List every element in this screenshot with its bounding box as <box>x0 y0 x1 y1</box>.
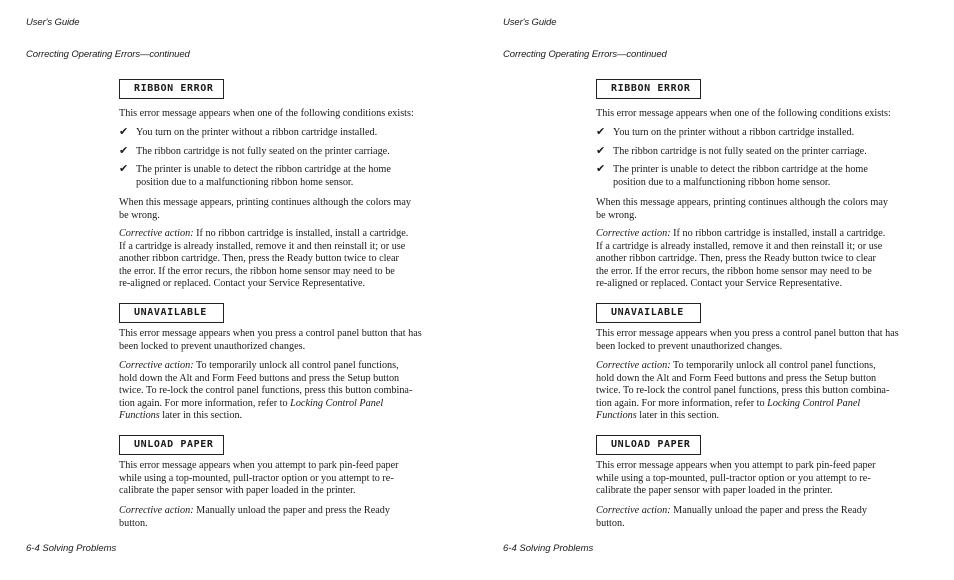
check-icon: ✔ <box>119 144 129 157</box>
section-header: Correcting Operating Errors—continued <box>503 49 667 60</box>
ribbon-intro: This error message appears when one of the following conditions exists: <box>596 108 891 119</box>
unavailable-intro: This error message appears when you press a control panel button that has been locked to prevent unauthorized changes. <box>119 328 422 352</box>
ribbon-corrective-action: Corrective action: If no ribbon cartridge is installed, install a cartridge. If a cartridge is already installed, remove it and then reinstall it; or use another ribbon cartridge. Then, press the Ready button twice to clear the error. If the error recurs, the ribbon home sensor may need to be re-aligned or replaced. Contact your Service Representative. <box>119 228 409 289</box>
running-header: User's Guide <box>503 17 557 28</box>
unload-intro: This error message appears when you attempt to park pin-feed paper while using a top-mounted, pull-tractor option or you attempt to re- calibrate the paper sensor with paper loaded in the printer. <box>596 460 876 496</box>
section-header: Correcting Operating Errors—continued <box>26 49 190 60</box>
ribbon-error-title: RIBBON ERROR <box>119 79 224 99</box>
ribbon-error-title: RIBBON ERROR <box>596 79 701 99</box>
check-icon: ✔ <box>596 125 606 138</box>
unavailable-corrective-action: Corrective action: To temporarily unlock all control panel functions, hold down the Alt and Form Feed buttons and press the Setup button twice. To re-lock the control panel functions, press this button combina- tion again. For more information, refer to Locking Control Panel Functions later in this section. <box>596 360 890 421</box>
page-footer: 6-4 Solving Problems <box>26 543 117 554</box>
check-icon: ✔ <box>596 162 606 175</box>
list-item: ✔ The ribbon cartridge is not fully seated on the printer carriage. <box>119 144 390 157</box>
unload-corrective-action: Corrective action: Manually unload the paper and press the Ready button. <box>119 505 390 529</box>
ribbon-note: When this message appears, printing continues although the colors may be wrong. <box>119 197 411 221</box>
list-item: ✔ The ribbon cartridge is not fully seated on the printer carriage. <box>596 144 867 157</box>
list-item: ✔ You turn on the printer without a ribbon cartridge installed. <box>119 125 378 138</box>
unload-paper-title: UNLOAD PAPER <box>119 435 224 455</box>
ribbon-intro: This error message appears when one of the following conditions exists: <box>119 108 414 119</box>
list-item: ✔ You turn on the printer without a ribbon cartridge installed. <box>596 125 855 138</box>
unload-paper-title: UNLOAD PAPER <box>596 435 701 455</box>
unavailable-title: UNAVAILABLE <box>596 303 701 323</box>
ribbon-corrective-action: Corrective action: If no ribbon cartridge is installed, install a cartridge. If a cartridge is already installed, remove it and then reinstall it; or use another ribbon cartridge. Then, press the Ready button twice to clear the error. If the error recurs, the ribbon home sensor may need to be re-aligned or replaced. Contact your Service Representative. <box>596 228 886 289</box>
page-footer: 6-4 Solving Problems <box>503 543 594 554</box>
unload-intro: This error message appears when you attempt to park pin-feed paper while using a top-mounted, pull-tractor option or you attempt to re- calibrate the paper sensor with paper loaded in the printer. <box>119 460 399 496</box>
list-item: ✔ The printer is unable to detect the ribbon cartridge at the home position due to a malfunctioning ribbon home sensor. <box>119 162 391 188</box>
unavailable-corrective-action: Corrective action: To temporarily unlock all control panel functions, hold down the Alt and Form Feed buttons and press the Setup button twice. To re-lock the control panel functions, press this button combina- tion again. For more information, refer to Locking Control Panel Functions later in this section. <box>119 360 413 421</box>
running-header: User's Guide <box>26 17 80 28</box>
check-icon: ✔ <box>596 144 606 157</box>
unavailable-title: UNAVAILABLE <box>119 303 224 323</box>
unload-corrective-action: Corrective action: Manually unload the paper and press the Ready button. <box>596 505 867 529</box>
ribbon-note: When this message appears, printing continues although the colors may be wrong. <box>596 197 888 221</box>
check-icon: ✔ <box>119 162 129 175</box>
page-right <box>477 0 954 580</box>
unavailable-intro: This error message appears when you press a control panel button that has been locked to prevent unauthorized changes. <box>596 328 899 352</box>
list-item: ✔ The printer is unable to detect the ribbon cartridge at the home position due to a malfunctioning ribbon home sensor. <box>596 162 868 188</box>
check-icon: ✔ <box>119 125 129 138</box>
